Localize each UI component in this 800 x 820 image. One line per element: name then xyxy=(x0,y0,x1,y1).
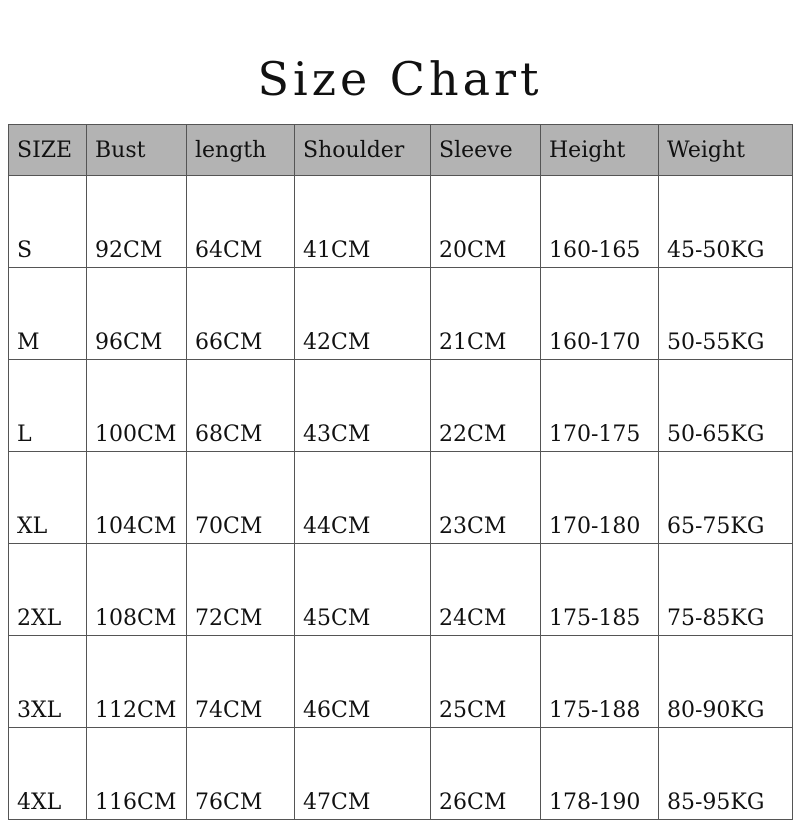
cell-sleeve: 26CM xyxy=(431,728,541,820)
cell-size: M xyxy=(9,268,87,360)
cell-sleeve: 25CM xyxy=(431,636,541,728)
cell-sleeve: 23CM xyxy=(431,452,541,544)
table-body xyxy=(9,176,793,820)
column-header-height: Height xyxy=(541,125,659,176)
cell-size: S xyxy=(9,176,87,268)
page-title: Size Chart xyxy=(257,52,543,106)
cell-shoulder: 46CM xyxy=(295,636,431,728)
cell-size: 3XL xyxy=(9,636,87,728)
column-header-weight: Weight xyxy=(659,125,793,176)
cell-height: 175-185 xyxy=(541,544,659,636)
cell-length: 70CM xyxy=(187,452,295,544)
cell-bust: 100CM xyxy=(87,360,187,452)
size-chart-table xyxy=(8,124,793,820)
cell-sleeve: 22CM xyxy=(431,360,541,452)
cell-height: 178-190 xyxy=(541,728,659,820)
cell-length: 66CM xyxy=(187,268,295,360)
cell-shoulder: 42CM xyxy=(295,268,431,360)
cell-weight: 80-90KG xyxy=(659,636,793,728)
cell-size: L xyxy=(9,360,87,452)
cell-weight: 75-85KG xyxy=(659,544,793,636)
cell-size: 4XL xyxy=(9,728,87,820)
cell-height: 170-175 xyxy=(541,360,659,452)
column-header-length: length xyxy=(187,125,295,176)
table-row xyxy=(9,360,793,452)
cell-bust: 108CM xyxy=(87,544,187,636)
cell-weight: 65-75KG xyxy=(659,452,793,544)
cell-sleeve: 24CM xyxy=(431,544,541,636)
cell-sleeve: 21CM xyxy=(431,268,541,360)
cell-sleeve: 20CM xyxy=(431,176,541,268)
table-row xyxy=(9,544,793,636)
table-container xyxy=(0,124,800,820)
table-row xyxy=(9,636,793,728)
cell-shoulder: 43CM xyxy=(295,360,431,452)
table-header xyxy=(9,125,793,176)
table-row xyxy=(9,176,793,268)
cell-size: 2XL xyxy=(9,544,87,636)
column-header-size: SIZE xyxy=(9,125,87,176)
cell-height: 175-188 xyxy=(541,636,659,728)
cell-length: 72CM xyxy=(187,544,295,636)
cell-bust: 96CM xyxy=(87,268,187,360)
cell-size: XL xyxy=(9,452,87,544)
cell-weight: 45-50KG xyxy=(659,176,793,268)
column-header-shoulder: Shoulder xyxy=(295,125,431,176)
cell-bust: 92CM xyxy=(87,176,187,268)
cell-shoulder: 44CM xyxy=(295,452,431,544)
table-row xyxy=(9,268,793,360)
column-header-bust: Bust xyxy=(87,125,187,176)
cell-weight: 50-55KG xyxy=(659,268,793,360)
cell-bust: 104CM xyxy=(87,452,187,544)
cell-length: 76CM xyxy=(187,728,295,820)
cell-length: 68CM xyxy=(187,360,295,452)
cell-length: 74CM xyxy=(187,636,295,728)
cell-shoulder: 41CM xyxy=(295,176,431,268)
cell-shoulder: 47CM xyxy=(295,728,431,820)
table-header-row xyxy=(9,125,793,176)
cell-height: 160-170 xyxy=(541,268,659,360)
cell-bust: 112CM xyxy=(87,636,187,728)
table-row xyxy=(9,728,793,820)
table-row xyxy=(9,452,793,544)
cell-length: 64CM xyxy=(187,176,295,268)
cell-height: 170-180 xyxy=(541,452,659,544)
cell-weight: 85-95KG xyxy=(659,728,793,820)
column-header-sleeve: Sleeve xyxy=(431,125,541,176)
cell-weight: 50-65KG xyxy=(659,360,793,452)
cell-bust: 116CM xyxy=(87,728,187,820)
cell-shoulder: 45CM xyxy=(295,544,431,636)
cell-height: 160-165 xyxy=(541,176,659,268)
